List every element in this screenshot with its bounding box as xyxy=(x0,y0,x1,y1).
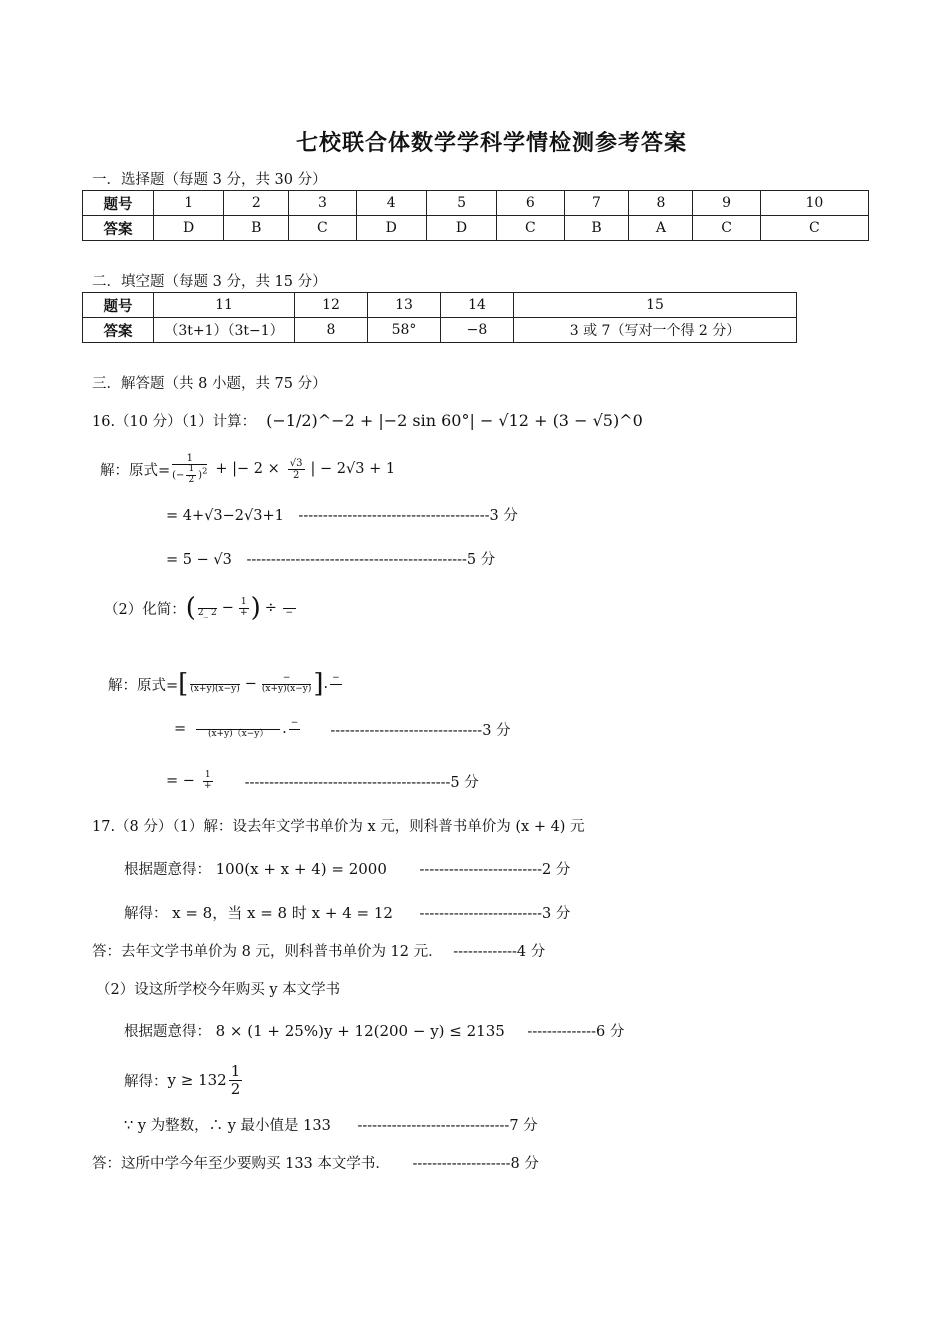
q16-prompt-row xyxy=(92,400,643,440)
table-cell: −8 xyxy=(441,318,514,343)
table-cell: 6 xyxy=(497,191,564,216)
q17-line4-score: -------------4 分 xyxy=(453,944,546,960)
q17-line9 xyxy=(92,1152,539,1173)
q16-part2-sol-frac2: $\frac{-}{(x+y)(x-y)}$ xyxy=(261,672,312,694)
q16-fraction-term: 1 (− $\frac{1}{2}$ )$^2$ xyxy=(172,452,208,485)
table-cell: B xyxy=(224,216,289,241)
table-cell: 3 xyxy=(289,191,356,216)
q17-line2 xyxy=(124,858,570,879)
q16-part2-solution-row: 解：原式= [ (x+y)(x−y) − $\frac{-}{(x+y)(x-y)}$ ] . − xyxy=(108,669,340,699)
q17-line6-expr: 8 × (1 + 25%)y + 12(200 − y) ≤ 2135 xyxy=(215,1022,505,1040)
table-row-questions xyxy=(83,293,797,318)
q16-part2-solution-label: 解：原式= xyxy=(108,677,179,694)
q16-step1-expr: = 4+√3−2√3+1 xyxy=(166,508,284,524)
q16-part2-step2-score: ------------------------------------------5 分 xyxy=(244,774,479,791)
q17-line4 xyxy=(92,940,545,961)
table-row-answers xyxy=(83,318,797,343)
q16-part2-frac2: $\frac{1}{+}$ xyxy=(239,596,248,618)
q17-line2-expr: 100(x + x + 4) = 2000 xyxy=(215,860,387,878)
q16-part2-step1-frac: (x+y)（x−y） xyxy=(196,719,280,740)
q16-step2-score: ---------------------------------------------5 分 xyxy=(246,552,496,568)
q17-line2-label: 根据题意得： xyxy=(124,862,211,878)
table-cell: D xyxy=(154,216,224,241)
q16-step1 xyxy=(166,504,518,525)
q17-line4-text: 答：去年文学书单价为 8 元，则科普书单价为 12 元． xyxy=(92,944,443,960)
table-cell: 1 xyxy=(154,191,224,216)
table-cell: 5 xyxy=(426,191,496,216)
table-cell: 12 xyxy=(295,293,368,318)
q16-part2-step2-frac: $\frac{1}{+}$ xyxy=(204,769,212,791)
table-cell: 14 xyxy=(441,293,514,318)
q16-part2-step2: = − $\frac{1}{+}$ ------------------------------------------5 分 xyxy=(166,769,479,791)
q17-line2-score: -------------------------2 分 xyxy=(419,862,571,878)
q17-line7-label: 解得： xyxy=(124,1073,168,1090)
table-cell: 4 xyxy=(356,191,426,216)
table-cell: D xyxy=(356,216,426,241)
table-row-questions xyxy=(83,191,869,216)
q16-expression: (−1/2)^−2 + |−2 sin 60°| − √12 + (3 − √5)^0 xyxy=(266,410,643,430)
row-header-answer: 答案 xyxy=(83,318,154,343)
q17-line6 xyxy=(124,1020,624,1041)
q16-part2-row: （2）化简： ( 2_ 2 − $\frac{1}{+}$ ) ÷ − xyxy=(104,590,298,626)
q17-line6-score: --------------6 分 xyxy=(527,1024,625,1040)
q16-part2-prompt: （2）化简： xyxy=(104,601,186,618)
q17-line9-text: 答：这所中学今年至少要购买 133 本文学书． xyxy=(92,1156,390,1172)
row-header-question: 题号 xyxy=(83,191,154,216)
section1-heading: 一．选择题（每题 3 分，共 30 分） xyxy=(92,172,327,188)
q16-step2-expr: = 5 − √3 xyxy=(166,552,232,568)
q17-line3-expr: x = 8，当 x = 8 时 x + 4 = 12 xyxy=(172,904,393,922)
q17-line5: （2）设这所学校今年购买 y 本文学书 xyxy=(96,982,341,998)
q17-line7-frac-num: 1 xyxy=(230,1062,241,1080)
q17-line3-label: 解得： xyxy=(124,906,168,922)
q16-part2-frac3: − xyxy=(283,598,296,619)
table-cell: （3t+1）（3t−1） xyxy=(154,318,295,343)
row-header-answer: 答案 xyxy=(83,216,154,241)
table-cell: C xyxy=(289,216,356,241)
q16-part2-step1-frac2: − xyxy=(290,717,299,728)
q17-line8-text: ∵ y 为整数，∴ y 最小值是 133 xyxy=(124,1118,331,1134)
table-cell: B xyxy=(564,216,629,241)
q17-line3 xyxy=(124,902,570,923)
table-cell: A xyxy=(629,216,693,241)
table-cell: 7 xyxy=(564,191,629,216)
row-header-question: 题号 xyxy=(83,293,154,318)
q16-step2 xyxy=(166,548,495,569)
table-cell: 10 xyxy=(760,191,868,216)
q17-line8 xyxy=(124,1114,538,1135)
q17-line9-score: --------------------8 分 xyxy=(412,1156,539,1172)
q17-line7-fraction xyxy=(229,1063,243,1097)
table-cell: 9 xyxy=(693,191,760,216)
q16-part2-sol-frac1: (x+y)(x−y) xyxy=(190,674,239,695)
q16-prompt: 16.（10 分）（1）计算： xyxy=(92,413,257,430)
table-cell: 58° xyxy=(368,318,441,343)
table-row-answers xyxy=(83,216,869,241)
q16-part2-step1-score: -------------------------------3 分 xyxy=(330,722,511,739)
section3-heading: 三．解答题（共 8 小题，共 75 分） xyxy=(92,376,327,392)
table-cell: 11 xyxy=(154,293,295,318)
table-cell: 13 xyxy=(368,293,441,318)
table-cell: 8 xyxy=(629,191,693,216)
q16-part2-step1: = (x+y)（x−y） . − -------------------------------3 分 xyxy=(174,717,511,739)
q16-part2-sol-frac3: − xyxy=(332,672,340,683)
q17-line3-score: -------------------------3 分 xyxy=(419,906,571,922)
choice-answer-table xyxy=(82,190,869,241)
table-cell: C xyxy=(497,216,564,241)
table-cell: C xyxy=(760,216,868,241)
q17-line8-score: -------------------------------7 分 xyxy=(357,1118,538,1134)
page-title: 七校联合体数学学科学情检测参考答案 xyxy=(296,131,688,156)
table-cell: C xyxy=(693,216,760,241)
q17-line7-frac-den: 2 xyxy=(230,1079,241,1098)
q17-line1: 17.（8 分）（1）解：设去年文学书单价为 x 元，则科普书单价为 (x + 4) 元 xyxy=(92,819,585,835)
q17-line7 xyxy=(124,1058,244,1102)
fill-answer-table xyxy=(82,292,797,343)
table-cell: 3 或 7（写对一个得 2 分） xyxy=(514,318,797,343)
q16-solution-label: 解：原式= xyxy=(100,462,171,479)
table-cell: 2 xyxy=(224,191,289,216)
section2-heading: 二．填空题（每题 3 分，共 15 分） xyxy=(92,274,327,290)
table-cell: D xyxy=(426,216,496,241)
q16-sqrt3-over-2: $\frac{√3}{2}$ xyxy=(289,457,303,481)
q16-part2-frac1: 2_ 2 xyxy=(198,598,217,619)
q16-step1-score: ---------------------------------------3 分 xyxy=(298,508,518,524)
q17-line7-expr: y ≥ 132 xyxy=(167,1071,227,1089)
q17-line6-label: 根据题意得： xyxy=(124,1024,211,1040)
table-cell: 15 xyxy=(514,293,797,318)
q16-solution-row: 解：原式= 1 (− $\frac{1}{2}$ )$^2$ + |− 2 × $\frac{√3}{2}$ | − 2√3 + 1 xyxy=(100,452,396,485)
table-cell: 8 xyxy=(295,318,368,343)
